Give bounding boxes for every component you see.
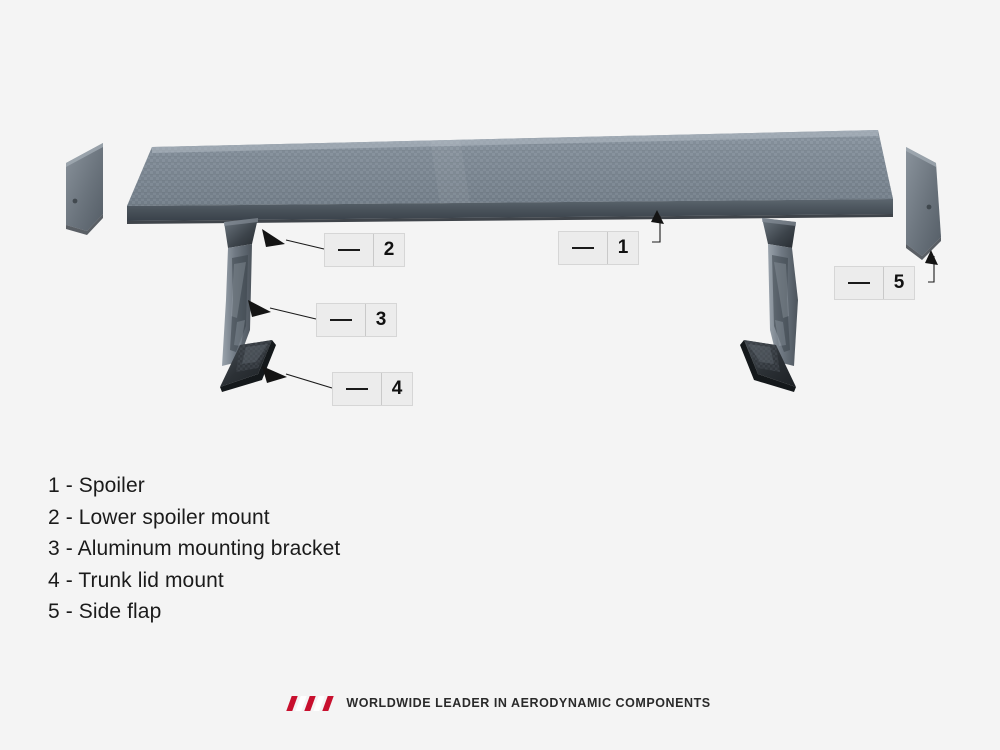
- parts-legend: [48, 470, 608, 628]
- callout-number: 1: [608, 232, 638, 264]
- callout-badge-1[interactable]: [558, 231, 639, 265]
- side-flap-left: [66, 143, 103, 235]
- spoiler-wing-blade: [127, 130, 893, 224]
- callout-badge-5[interactable]: [834, 266, 915, 300]
- callout-badge-2[interactable]: [324, 233, 405, 267]
- side-flap-right: [906, 147, 941, 260]
- legend-item-5: 5 - Side flap: [48, 600, 162, 623]
- callout-dash-icon: [559, 232, 608, 264]
- callout-dash-icon: [317, 304, 366, 336]
- footer-banner: [0, 690, 1000, 716]
- callout-number: 3: [366, 304, 396, 336]
- callout-number: 4: [382, 373, 412, 405]
- legend-item-2: 2 - Lower spoiler mount: [48, 505, 270, 529]
- callout-number: 2: [374, 234, 404, 266]
- stripes-logo-icon: [287, 696, 337, 711]
- lower-spoiler-mount-left: [224, 218, 258, 248]
- lower-spoiler-mount-right: [762, 218, 796, 248]
- legend-item-3: 3 - Aluminum mounting bracket: [48, 537, 341, 560]
- footer-tagline: WORLDWIDE LEADER IN AERODYNAMIC COMPONENTS: [346, 696, 711, 710]
- callout-number: 5: [884, 267, 914, 299]
- legend-item-1: 1 - Spoiler: [48, 474, 145, 497]
- callout-badge-3[interactable]: [316, 303, 397, 337]
- callout-dash-icon: [333, 373, 382, 405]
- callout-badge-4[interactable]: [332, 372, 413, 406]
- callout-dash-icon: [325, 234, 374, 266]
- callout-dash-icon: [835, 267, 884, 299]
- legend-item-4: 4 - Trunk lid mount: [48, 568, 224, 592]
